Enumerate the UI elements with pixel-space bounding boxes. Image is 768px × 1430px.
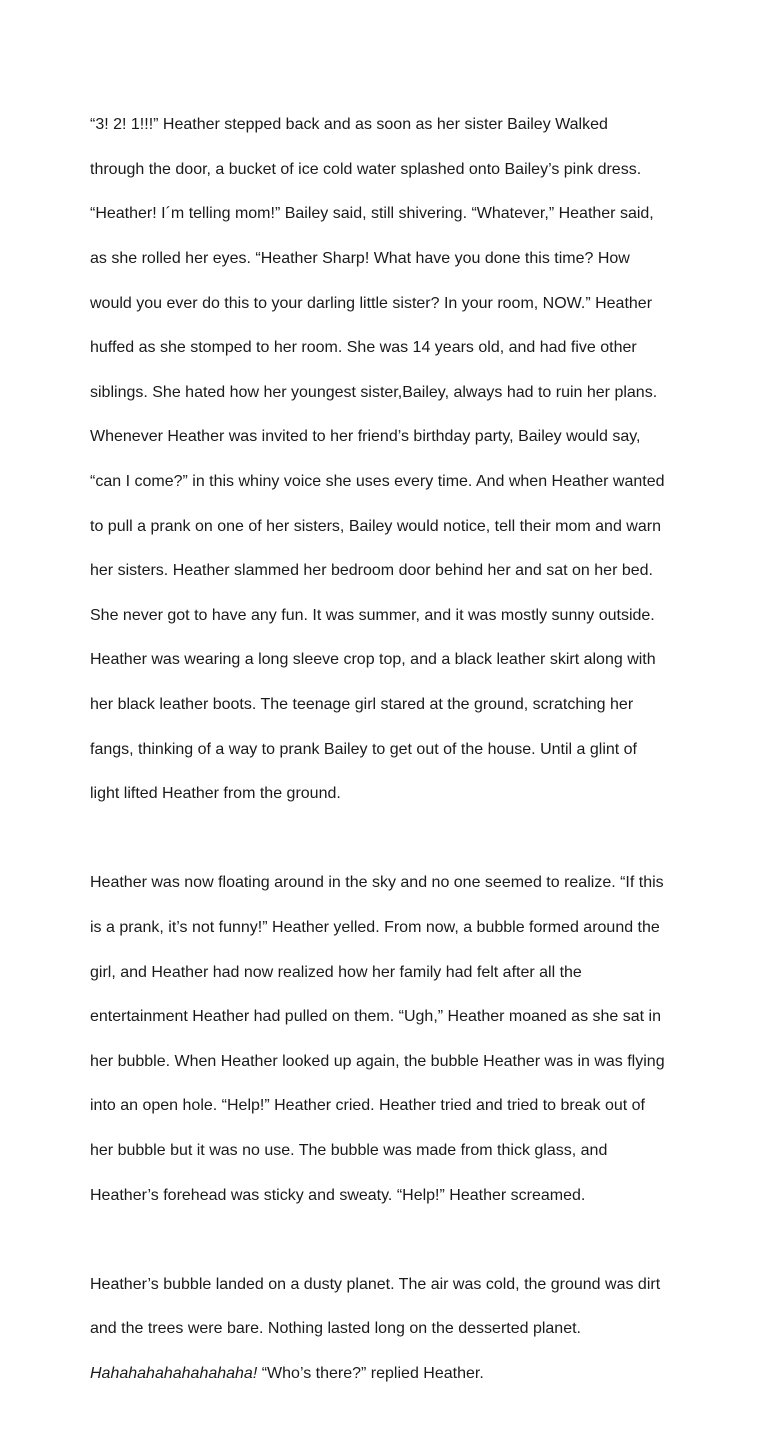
text-line: her bubble. When Heather looked up again, the bubble Heather was in was flying	[90, 1052, 665, 1070]
laugh-text: Hahahahahahahahaha!	[90, 1364, 258, 1382]
text-line: huffed as she stomped to her room. She was 14 years old, and had five other	[90, 339, 637, 357]
text-line: to pull a prank on one of her sisters, Bailey would notice, tell their mom and warn	[90, 517, 661, 535]
text-line: Whenever Heather was invited to her friend’s birthday party, Bailey would say,	[90, 428, 641, 446]
text-line: her black leather boots. The teenage girl stared at the ground, scratching her	[90, 696, 634, 714]
text-line: Heather was wearing a long sleeve crop top, and a black leather skirt along with	[90, 651, 656, 669]
text-line	[90, 1363, 682, 1385]
text-line: her sisters. Heather slammed her bedroom door behind her and sat on her bed.	[90, 562, 653, 580]
text-line: her bubble but it was no use. The bubble was made from thick glass, and	[90, 1141, 608, 1159]
text-line: through the door, a bucket of ice cold water splashed onto Bailey’s pink dress.	[90, 160, 642, 178]
text-line: entertainment Heather had pulled on them. “Ugh,” Heather moaned as she sat in	[90, 1008, 661, 1026]
text-line: siblings. She hated how her youngest sister,Bailey, always had to ruin her plans.	[90, 383, 658, 401]
text-line: would you ever do this to your darling little sister? In your room, NOW.” Heather	[90, 294, 653, 312]
text-line: “can I come?” in this whiny voice she uses every time. And when Heather wanted	[90, 473, 665, 491]
text-line: and the trees were bare. Nothing lasted long on the desserted planet.	[90, 1320, 581, 1338]
text-line: Heather was now floating around in the sky and no one seemed to realize. “If this	[90, 874, 664, 892]
text-line: girl, and Heather had now realized how her family had felt after all the	[90, 963, 582, 981]
text-line: “Heather! I´m telling mom!” Bailey said, still shivering. “Whatever,” Heather said,	[90, 205, 654, 223]
text-line: Heather’s forehead was sticky and sweaty. “Help!” Heather screamed.	[90, 1186, 586, 1204]
paragraph-3	[90, 1251, 682, 1407]
text-line: as she rolled her eyes. “Heather Sharp! What have you done this time? How	[90, 250, 630, 268]
text-line: “3! 2! 1!!!” Heather stepped back and as soon as her sister Bailey Walked	[90, 116, 608, 134]
paragraph-1	[90, 92, 682, 828]
text-line: is a prank, it’s not funny!” Heather yelled. From now, a bubble formed around the	[90, 918, 660, 936]
story-text	[90, 92, 682, 1430]
text-line: Heather’s bubble landed on a dusty planet. The air was cold, the ground was dirt	[90, 1275, 661, 1293]
text-line: She never got to have any fun. It was summer, and it was mostly sunny outside.	[90, 606, 655, 624]
text-line: fangs, thinking of a way to prank Bailey to get out of the house. Until a glint of	[90, 740, 637, 758]
text-line: light lifted Heather from the ground.	[90, 785, 341, 803]
text-line: into an open hole. “Help!” Heather cried. Heather tried and tried to break out of	[90, 1097, 645, 1115]
dialogue-text: “Who’s there?” replied Heather.	[257, 1364, 484, 1382]
paragraph-2	[90, 850, 682, 1229]
